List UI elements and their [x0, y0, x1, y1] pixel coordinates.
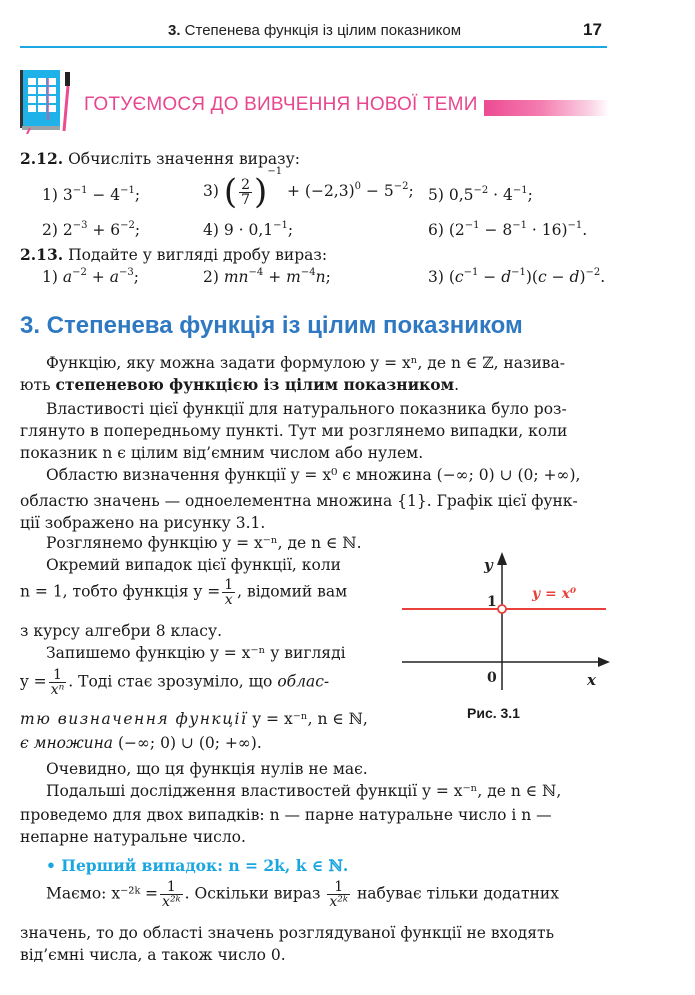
paragraph-domain-line1: Областю визначення функції y = x⁰ є множина (−∞; 0) ∪ (0; +∞),: [46, 466, 581, 484]
item-label: 3): [428, 268, 444, 286]
text: , відомий вам: [237, 582, 348, 601]
text: набуває тільки додатних: [356, 884, 559, 903]
paragraph-properties-line2: глянуто в попередньому пункті. Тут ми розглянемо випадки, коли: [20, 422, 568, 440]
paragraph-special-case-line2: [20, 578, 347, 607]
exercise-2-12-item-5: 5) $0,5^{-2} \cdot 4^{-1}$;: [428, 185, 533, 204]
paragraph-properties-line3: показник n є цілим від’ємним числом або нулем.: [20, 444, 424, 462]
exercise-2-12-item-4: 4) $9 \cdot 0,1^{-1}$;: [203, 220, 294, 239]
section-title: 3. Степенева функція із цілим показником: [20, 312, 523, 339]
paragraph-domain-line2: областю значень — одноелементна множина {1}. Графік цієї функ-: [20, 492, 578, 510]
paragraph-special-case-line1: Окремий випадок цієї функції, коли: [46, 556, 341, 574]
fraction-1-over-xn: $\frac{1}{\text{xⁿ}}$: [50, 667, 65, 698]
exercise-prompt: Подайте у вигляді дробу вираз:: [63, 246, 328, 264]
paragraph-rewrite-line2: [20, 668, 329, 697]
exercise-2-12-item-2: 2) $2^{-3} + 6^{-2}$;: [42, 220, 141, 239]
defined-term: степеневою функцією із цілим показником: [55, 375, 455, 394]
exercise-2-12-item-1: 1) $3^{-1} - 4^{-1}$;: [42, 185, 141, 204]
paragraph-further-line3: непарне натуральне число.: [20, 828, 246, 846]
item-label: 6): [428, 221, 444, 239]
paragraph-consider-function: Розглянемо функцію y = x⁻ⁿ, де n ∈ ℕ.: [46, 534, 362, 552]
item-label: 4): [203, 221, 219, 239]
text: y =: [20, 672, 47, 691]
paragraph-definition-line2: [20, 374, 459, 396]
paragraph-rewrite-line4: [20, 732, 262, 754]
exercise-number: 2.13.: [20, 245, 64, 264]
exercise-2-12-item-6: 6) $(2^{-1} - 8^{-1} \cdot 16)^{-1}$.: [428, 220, 588, 239]
prep-section-title: ГОТУЄМОСЯ ДО ВИВЧЕННЯ НОВОЇ ТЕМИ: [84, 94, 478, 115]
text: ють: [20, 376, 56, 394]
fraction-1-over-x2k: $\frac{1}{\text{x²ᵏ}}$: [329, 879, 349, 910]
graph-y-equals-x0: [398, 540, 613, 700]
item-label: 3): [203, 182, 219, 200]
exercise-2-12-item-3: 3) ( $\frac{2}{7}$ )$^{-1} + (-2,3)^0 - 5^{-2}$;: [203, 166, 414, 212]
paragraph-domain-line3: ції зображено на рисунку 3.1.: [20, 514, 266, 532]
svg-text:y: y: [484, 556, 493, 574]
svg-text:0: 0: [487, 670, 497, 686]
decorative-gradient-bar: [484, 100, 609, 116]
running-head-number: 3.: [168, 22, 181, 39]
item-label: 2): [42, 221, 58, 239]
item-label: 1): [42, 186, 58, 204]
header-rule: [20, 46, 607, 48]
paragraph-case1-line1: [46, 880, 559, 909]
text: y = x⁻ⁿ, n ∈ ℕ,: [247, 710, 368, 728]
text: (−∞; 0) ∪ (0; +∞).: [113, 734, 262, 752]
exercise-number: 2.12.: [20, 149, 64, 168]
paragraph-case1-line3: від’ємні числа, а також число 0.: [20, 946, 286, 964]
fraction-1-over-x2k: $\frac{1}{\text{x²ᵏ}}$: [162, 879, 181, 910]
exercise-2-13-item-2: 2) $mn^{-4} + m^{-4}n$;: [203, 267, 331, 286]
paragraph-further-line1: Подальші дослідження властивостей функції y = x⁻ⁿ, де n ∈ ℕ,: [46, 782, 562, 800]
italic-text: є множина: [20, 734, 114, 752]
exercise-2-12-heading: [20, 148, 300, 170]
running-head: [168, 22, 461, 39]
paragraph-special-case-line3: з курсу алгебри 8 класу.: [20, 622, 223, 640]
paragraph-case1-line2: значень, то до області значень розглядуваної функції не входять: [20, 924, 555, 942]
italic-text: облас-: [277, 672, 330, 691]
paragraph-further-line2: проведемо для двох випадків: n — парне натуральне число і n —: [20, 806, 552, 824]
text: Маємо: x⁻²ᵏ =: [46, 884, 159, 903]
item-label: 5): [428, 186, 444, 204]
paragraph-rewrite-line1: Запишемо функцію y = x⁻ⁿ у вигляді: [46, 644, 346, 662]
svg-text:y = x⁰: y = x⁰: [532, 586, 577, 602]
item-label: 1): [42, 268, 58, 286]
exercise-prompt: Обчисліть значення виразу:: [63, 150, 300, 168]
exercise-2-13-item-3: 3) $(c^{-1} - d^{-1})(c - d)^{-2}$.: [428, 267, 606, 286]
case-1-heading: • Перший випадок: n = 2k, k ∈ ℕ.: [46, 856, 349, 875]
fraction-1-over-x: $\frac{1}{x}$: [224, 577, 234, 608]
italic-text: тю визначення функції: [20, 710, 248, 728]
figure-caption: Рис. 3.1: [467, 705, 520, 721]
svg-text:1: 1: [487, 594, 497, 610]
item-label: 2): [203, 268, 219, 286]
notebook-pencil-icon: [18, 68, 78, 134]
running-head-text: Степенева функція із цілим показником: [180, 22, 462, 39]
text: . Тоді стає зрозуміло, що: [68, 672, 278, 691]
paragraph-properties-line1: Властивості цієї функції для натурального показника було роз-: [46, 400, 567, 418]
exercise-2-13-heading: [20, 244, 327, 266]
text: .: [454, 376, 460, 394]
figure-3-1-graph: [398, 540, 613, 700]
paragraph-definition-line1: Функцію, яку можна задати формулою y = xⁿ, де n ∈ ℤ, назива-: [46, 354, 565, 372]
svg-text:x: x: [587, 671, 596, 689]
exercise-2-13-item-1: 1) $a^{-2} + a^{-3}$;: [42, 267, 139, 286]
paragraph-no-zeros: Очевидно, що ця функція нулів не має.: [46, 760, 368, 778]
text: n = 1, тобто функція y =: [20, 582, 221, 601]
paragraph-rewrite-line3: [20, 708, 368, 730]
text: . Оскільки вираз: [184, 884, 321, 903]
page-number: 17: [583, 20, 602, 39]
